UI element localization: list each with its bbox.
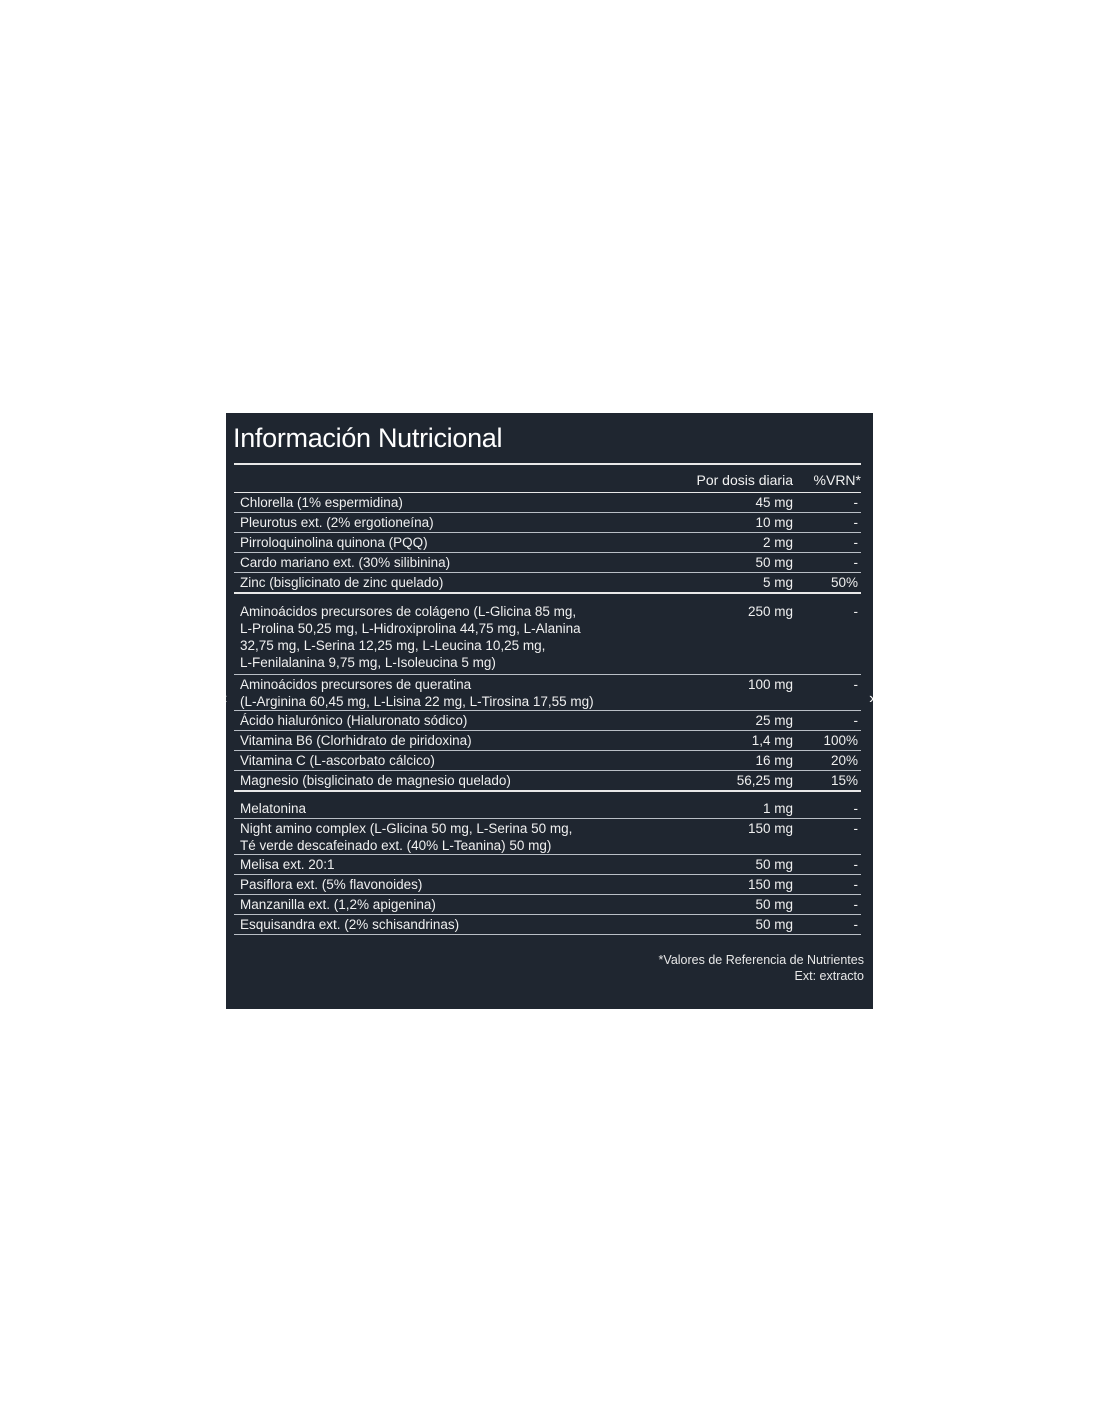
nutrient-amount: 50 mg bbox=[755, 897, 793, 912]
nutrient-amount: 150 mg bbox=[747, 821, 793, 836]
nutrient-name: Ácido hialurónico (Hialuronato sódico) bbox=[240, 713, 468, 728]
column-header-dose: Por dosis diaria bbox=[696, 472, 793, 488]
nutrient-vrn: - bbox=[853, 877, 858, 892]
nutrient-name: Cardo mariano ext. (30% silibinina) bbox=[240, 555, 451, 570]
nutrient-amount: 5 mg bbox=[762, 575, 793, 590]
nutrient-amount: 50 mg bbox=[755, 555, 793, 570]
table-row bbox=[234, 553, 861, 573]
nutrient-name: Chlorella (1% espermidina) bbox=[240, 495, 403, 510]
table-row bbox=[234, 675, 861, 711]
page-title: Información Nutricional bbox=[233, 423, 503, 453]
nutrient-name: Vitamina C (L-ascorbato cálcico) bbox=[240, 753, 435, 768]
vrn-footnote: *Valores de Referencia de Nutrientes bbox=[658, 953, 864, 967]
nutrient-vrn: - bbox=[853, 495, 858, 510]
nutrient-amount: 1 mg bbox=[762, 801, 793, 816]
nutrition-panel bbox=[226, 413, 873, 1009]
nutrient-name: Pasiflora ext. (5% flavonoides) bbox=[240, 877, 423, 892]
footnotes bbox=[659, 952, 864, 984]
nutrient-name: Magnesio (bisglicinato de magnesio quelado) bbox=[240, 773, 511, 788]
nutrient-amount: 25 mg bbox=[755, 713, 793, 728]
nutrient-name: Aminoácidos precursores de colágeno (L-Glicina 85 mg, L-Prolina 50,25 mg, L-Hidroxiprolina 44,75 mg, L-Alanina 32,75 mg, L-Serina 12,25 mg, L-Leucina 10,25 mg, L-Fenilalanina 9,75 mg, L-Isoleucina 5 mg) bbox=[240, 604, 581, 670]
nutrient-amount: 150 mg bbox=[747, 877, 793, 892]
nutrient-vrn: 15% bbox=[830, 773, 858, 788]
nutrient-amount: 100 mg bbox=[747, 677, 793, 692]
table-row bbox=[234, 855, 861, 875]
chevron-right-icon[interactable]: › bbox=[869, 690, 875, 707]
nutrient-amount: 50 mg bbox=[755, 857, 793, 872]
table-row bbox=[234, 792, 861, 819]
nutrient-name: Manzanilla ext. (1,2% apigenina) bbox=[240, 897, 436, 912]
nutrient-name: Pirroloquinolina quinona (PQQ) bbox=[240, 535, 428, 550]
nutrient-vrn: 100% bbox=[823, 733, 858, 748]
nutrient-vrn: - bbox=[853, 897, 858, 912]
nutrient-amount: 10 mg bbox=[755, 515, 793, 530]
table-header bbox=[234, 465, 861, 492]
table-row bbox=[234, 771, 861, 790]
nutrient-name: Night amino complex (L-Glicina 50 mg, L-Serina 50 mg, Té verde descafeinado ext. (40% L-Teanina) 50 mg) bbox=[240, 821, 573, 853]
nutrient-name: Zinc (bisglicinato de zinc quelado) bbox=[240, 575, 444, 590]
nutrient-name: Melisa ext. 20:1 bbox=[240, 857, 335, 872]
nutrient-group-2 bbox=[234, 594, 861, 790]
nutrient-vrn: 50% bbox=[830, 575, 858, 590]
nutrient-vrn: - bbox=[853, 604, 858, 619]
nutrient-amount: 56,25 mg bbox=[736, 773, 793, 788]
nutrient-vrn: - bbox=[853, 515, 858, 530]
nutrient-vrn: - bbox=[853, 555, 858, 570]
nutrient-name: Vitamina B6 (Clorhidrato de piridoxina) bbox=[240, 733, 472, 748]
nutrient-group-1 bbox=[234, 493, 861, 592]
ext-footnote: Ext: extracto bbox=[794, 969, 864, 983]
nutrient-vrn: 20% bbox=[830, 753, 858, 768]
nutrient-name: Aminoácidos precursores de queratina (L-Arginina 60,45 mg, L-Lisina 22 mg, L-Tirosina 17,55 mg) bbox=[240, 677, 594, 709]
table-row bbox=[234, 751, 861, 771]
table-row bbox=[234, 895, 861, 915]
nutrient-vrn: - bbox=[853, 801, 858, 816]
nutrient-amount: 250 mg bbox=[747, 604, 793, 619]
nutrition-table bbox=[234, 463, 861, 935]
table-row bbox=[234, 533, 861, 553]
nutrient-amount: 16 mg bbox=[755, 753, 793, 768]
table-row bbox=[234, 711, 861, 731]
table-row bbox=[234, 875, 861, 895]
chevron-left-icon[interactable]: ‹ bbox=[222, 690, 228, 707]
table-row bbox=[234, 594, 861, 675]
nutrient-group-3 bbox=[234, 792, 861, 935]
table-row bbox=[234, 493, 861, 513]
column-header-vrn: %VRN* bbox=[813, 472, 861, 488]
nutrient-name: Melatonina bbox=[240, 801, 307, 816]
nutrient-amount: 50 mg bbox=[755, 917, 793, 932]
nutrient-name: Esquisandra ext. (2% schisandrinas) bbox=[240, 917, 460, 932]
nutrient-vrn: - bbox=[853, 821, 858, 836]
nutrient-vrn: - bbox=[853, 917, 858, 932]
nutrient-vrn: - bbox=[853, 857, 858, 872]
table-row bbox=[234, 513, 861, 533]
nutrient-name: Pleurotus ext. (2% ergotioneína) bbox=[240, 515, 434, 530]
nutrient-amount: 45 mg bbox=[755, 495, 793, 510]
nutrient-vrn: - bbox=[853, 677, 858, 692]
table-row bbox=[234, 731, 861, 751]
nutrient-vrn: - bbox=[853, 535, 858, 550]
nutrient-amount: 1,4 mg bbox=[751, 733, 793, 748]
table-row bbox=[234, 915, 861, 935]
nutrient-vrn: - bbox=[853, 713, 858, 728]
table-row bbox=[234, 819, 861, 855]
nutrient-amount: 2 mg bbox=[762, 535, 793, 550]
table-row bbox=[234, 573, 861, 592]
